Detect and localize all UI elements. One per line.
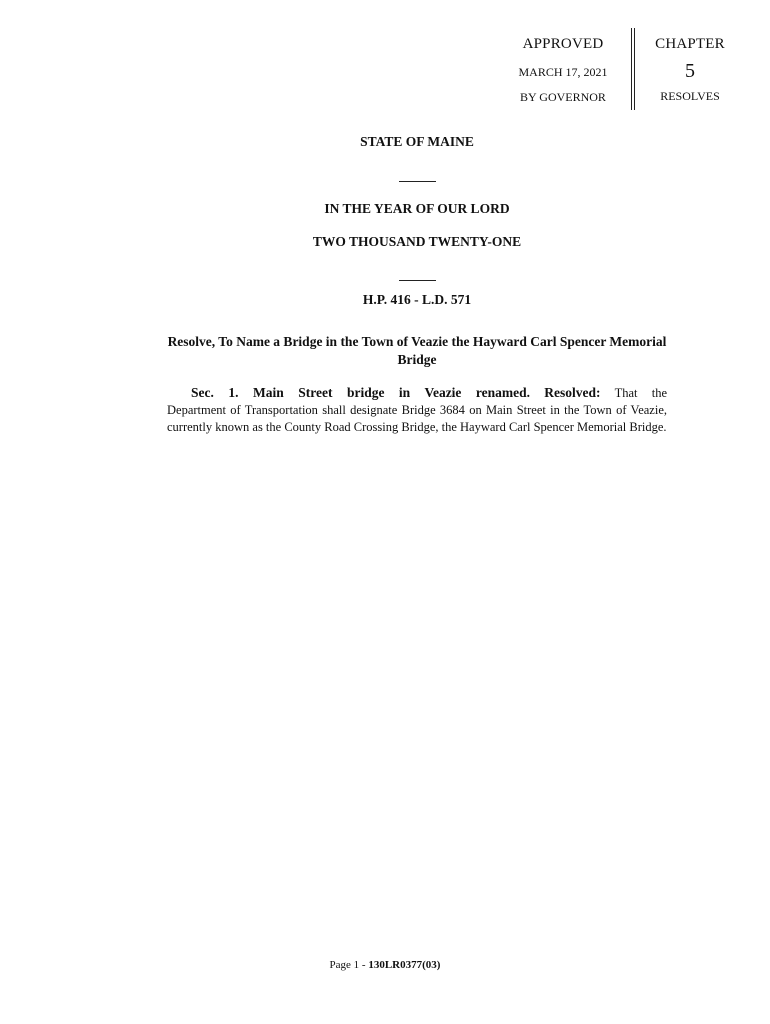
resolved-label: Resolved: xyxy=(544,385,601,400)
header-divider xyxy=(631,28,635,110)
section-paragraph xyxy=(167,384,667,436)
section-first-line-text: That the xyxy=(614,386,667,400)
chapter-block xyxy=(642,34,738,104)
year-line-1: IN THE YEAR OF OUR LORD xyxy=(324,201,510,216)
chapter-type: RESOLVES xyxy=(660,89,720,103)
section-heading: Sec. 1. Main Street bridge in Veazie renamed. xyxy=(191,385,531,400)
heading-rule xyxy=(399,280,436,281)
chapter-label: CHAPTER xyxy=(655,36,725,52)
resolve-title: Resolve, To Name a Bridge in the Town of Veazie the Hayward Carl Spencer Memorial Bridge xyxy=(167,334,667,367)
section-first-line xyxy=(167,384,667,402)
page-number: Page 1 - xyxy=(329,959,366,971)
year-line-2: TWO THOUSAND TWENTY-ONE xyxy=(312,234,522,249)
heading-rule xyxy=(399,181,436,182)
bill-number: H.P. 416 - L.D. 571 xyxy=(362,292,472,307)
approval-block xyxy=(500,34,626,105)
document-id: 130LR0377(03) xyxy=(368,959,441,971)
approved-label: APPROVED xyxy=(522,36,604,52)
section-body-text: Department of Transportation shall designate Bridge 3684 on Main Street in the Town of Veazie, currently known as the County Road Crossing Bridge, the Hayward Carl Spencer Memorial Bridge. xyxy=(167,403,667,434)
page-footer xyxy=(0,958,770,972)
chapter-number: 5 xyxy=(685,60,695,82)
state-heading: STATE OF MAINE xyxy=(360,134,474,149)
approved-by: BY GOVERNOR xyxy=(520,90,606,104)
approved-date: MARCH 17, 2021 xyxy=(518,65,608,79)
